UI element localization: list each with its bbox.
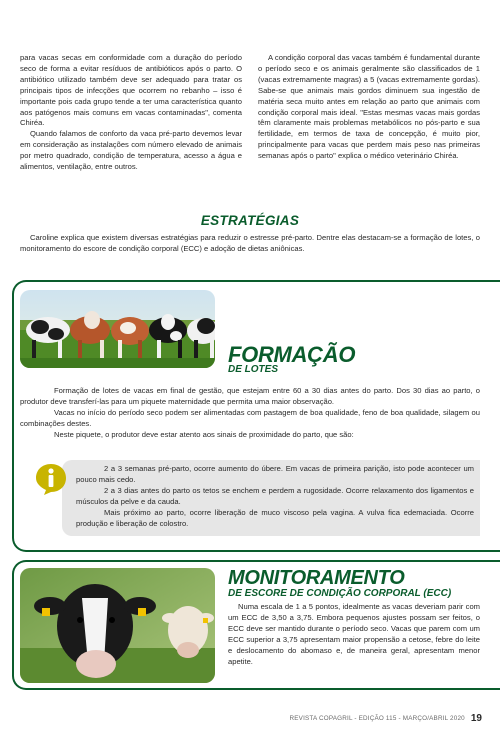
column-left: [20, 53, 242, 173]
cows-photo: [20, 290, 215, 368]
list-item: 2 a 3 dias antes do parto os tetos se enchem e perdem a rugosidade. Ocorre relaxamento dos ligamentos e músculos da pelve e da cauda.: [76, 485, 474, 506]
section-title-monitoramento: MONITORAMENTO: [228, 567, 405, 589]
paragraph: Quando falamos de conforto da vaca pré-parto devemos levar em consideração as instalações com número elevado de animais por metro quadrado, condição de temperatura, acesso a água e alimentos, ventilação, entre outros.: [20, 129, 242, 172]
section-subtitle-monitoramento: DE ESCORE DE CONDIÇÃO CORPORAL (ECC): [228, 588, 452, 599]
monitoramento-text: [228, 602, 480, 667]
page-number: 19: [470, 713, 482, 724]
list-item: 2 a 3 semanas pré-parto, ocorre aumento do úbere. Em vacas de primeira parição, isto pode acontecer um pouco mais cedo.: [76, 464, 474, 484]
list-item: Mais próximo ao parto, ocorre liberação de muco viscoso pela vagina. A vulva fica edemaciada. Ocorre produção e liberação de colostro.: [76, 507, 474, 528]
paragraph: para vacas secas em conformidade com a duração do período seco de forma a evitar resíduos de antibióticos após o parto. O antibiótico utilizado também deve ser adequado para tratar os principais tipos de infecções que ocorrem no rebanho – isso é importante pois cada grupo tende a ter uma característica quanto aos patógenos mais comuns em vacas contaminadas", comenta Chiréa.: [20, 53, 242, 128]
info-icon: [34, 462, 68, 496]
article-columns: [20, 53, 480, 173]
estrategias-text: Caroline explica que existem diversas estratégias para reduzir o estresse pré-parto. Dentre elas destacam-se a formação de lotes, o monitoramento do escore de condição corporal (ECC) e adoção de dietas aniônicas.: [20, 233, 480, 253]
paragraph: Vacas no início do período seco podem ser alimentadas com pastagem de boa qualidade, feno de boa qualidade, silagem ou combinações destes.: [20, 407, 480, 428]
paragraph: A condição corporal das vacas também é fundamental durante o período seco e os animais geralmente são classificados de 1 (vacas extremamente magras) a 5 (vacas extremamente gordas). Sabe-se que animais mais gordos diminuem sua ingestão de matéria seca muito antes em relação ao parto que animais com condição corporal mais ideal. "Estas mesmas vacas mais gordas têm claramente mais problemas metabólicos no pós-parto e sua fertilidade, em termos de taxa de concepção, é muito pior, principalmente para vacas que perdem mais peso nas primeiras semanas após o parto" explica o médico veterinário Chiréa.: [258, 53, 480, 161]
column-right: [258, 53, 480, 173]
section-subtitle-formacao: DE LOTES: [228, 364, 279, 375]
page-footer: [290, 713, 482, 724]
section-title-formacao: FORMAÇÃO: [228, 342, 356, 367]
formacao-text: [20, 386, 480, 441]
info-list: [76, 464, 474, 529]
paragraph: Neste piquete, o produtor deve estar atento aos sinais de proximidade do parto, que são:: [54, 429, 354, 439]
section-title-estrategias: ESTRATÉGIAS: [200, 213, 300, 228]
calf-photo: [20, 568, 215, 683]
paragraph: Formação de lotes de vacas em final de gestão, que estejam entre 60 a 30 dias antes do parto. Dos 30 dias ao parto, o produtor deve transferí-las para um piquete maternidade que permita uma maior observação.: [20, 386, 480, 406]
footer-publication: REVISTA COPAGRIL - EDIÇÃO 115 - MARÇO/ABRIL 2020: [289, 715, 465, 722]
paragraph: Numa escala de 1 a 5 pontos, idealmente as vacas deveriam parir com um ECC de 3,50 a 3,75. Embora pequenos ajustes possam ser feitos, o ECC deve ser mantido durante o período seco. Vacas que parem com um ECC superior a 3,75 apresentam maior propensão a cetose, febre do leite e deslocamento do abomaso e, de maneira geral, apresentam menor apetite.: [228, 602, 480, 666]
